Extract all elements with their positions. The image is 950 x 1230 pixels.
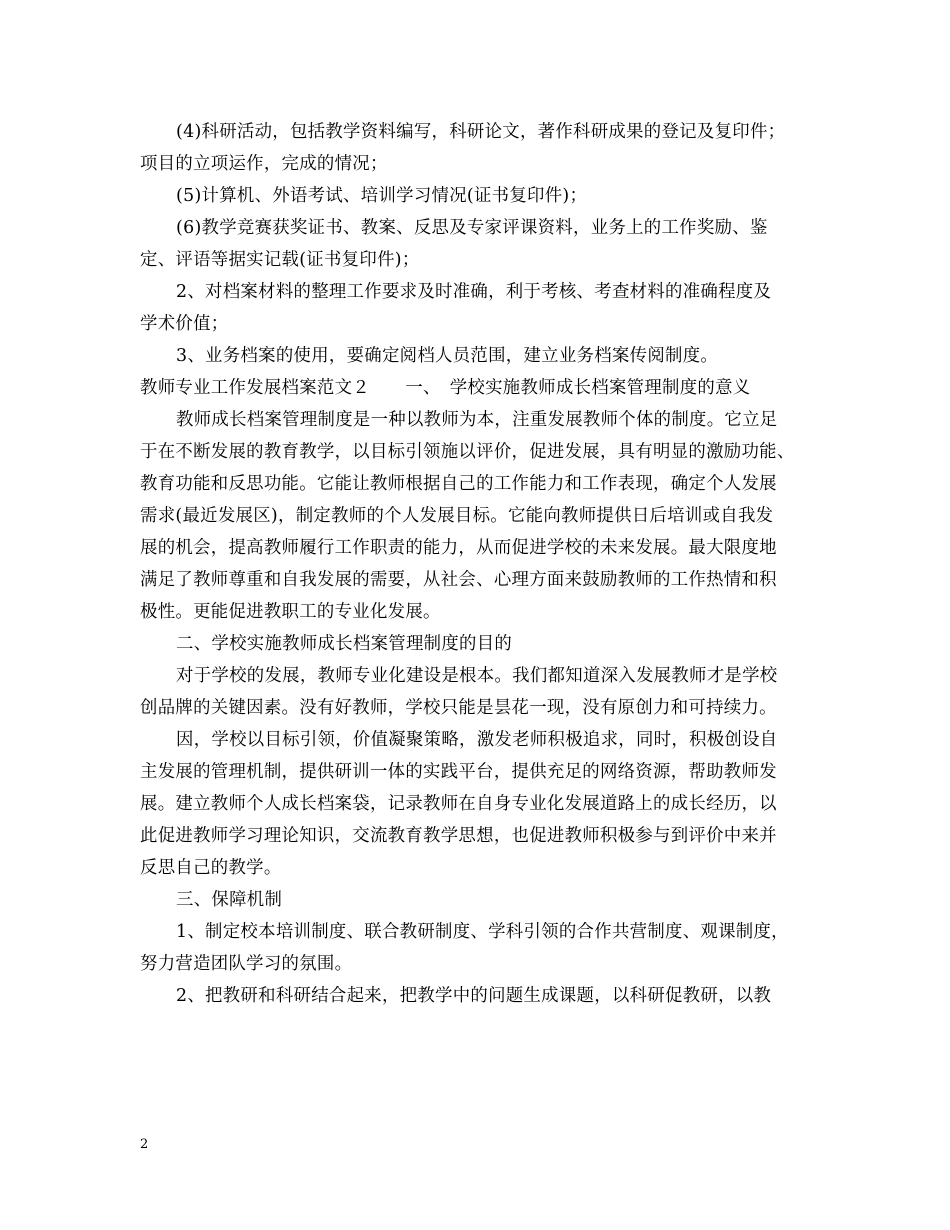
text-line: 主发展的管理机制，提供研训一体的实践平台，提供充足的网络资源，帮助教师发 xyxy=(140,762,777,782)
text-line: 因，学校以目标引领，价值凝聚策略，激发老师积极追求，同时，积极创设自 xyxy=(176,730,778,750)
text-line: (5)计算机、外语考试、培训学习情况(证书复印件)； xyxy=(176,186,588,206)
text-line: 定、评语等据实记载(证书复印件)； xyxy=(140,250,420,270)
text-line: 2、把教研和科研结合起来，把教学中的问题生成课题，以科研促教研，以教 xyxy=(176,986,772,1006)
text-line: 三、保障机制 xyxy=(176,890,283,910)
text-line: 展的机会，提高教师履行工作职责的能力，从而促进学校的未来发展。最大限度地 xyxy=(140,538,777,558)
text-line: 对于学校的发展，教师专业化建设是根本。我们都知道深入发展教师才是学校 xyxy=(176,666,778,686)
text-line: (6)教学竞赛获奖证书、教案、反思及专家评课资料，业务上的工作奖励、鉴 xyxy=(176,218,768,238)
text-line: 学术价值； xyxy=(140,314,229,334)
text-line: 反思自己的教学。 xyxy=(140,858,282,878)
text-line: 此促进教师学习理论知识，交流教育教学思想，也促进教师积极参与到评价中来并 xyxy=(140,826,777,846)
text-line: 满足了教师尊重和自我发展的需要，从社会、心理方面来鼓励教师的工作热情和积 xyxy=(140,570,777,590)
text-line: 努力营造团队学习的氛围。 xyxy=(140,954,353,974)
text-line: 极性。更能促进教职工的专业化发展。 xyxy=(140,602,441,622)
text-line: 于在不断发展的教育教学，以目标引领施以评价，促进发展，具有明显的激励功能、 xyxy=(140,442,795,462)
text-line: 项目的立项运作，完成的情况； xyxy=(140,154,388,174)
text-line: 需求(最近发展区)，制定教师的个人发展目标。它能向教师提供日后培训或自我发 xyxy=(140,506,774,526)
text-line: 创品牌的关键因素。没有好教师，学校只能是昙花一现，没有原创力和可持续力。 xyxy=(140,698,777,718)
page-number: 2 xyxy=(140,1137,149,1152)
text-line: (4)科研活动，包括教学资料编写，科研论文，著作科研成果的登记及复印件； xyxy=(176,122,786,142)
text-line: 教师专业工作发展档案范文２ 一、 学校实施教师成长档案管理制度的意义 xyxy=(140,378,751,398)
text-line: 2、对档案材料的整理工作要求及时准确，利于考核、考查材料的准确程度及 xyxy=(176,282,772,302)
text-line: 教师成长档案管理制度是一种以教师为本，注重发展教师个体的制度。它立足 xyxy=(176,410,778,430)
body-text xyxy=(140,116,830,1012)
text-line: 教育功能和反思功能。它能让教师根据自己的工作能力和工作表现，确定个人发展 xyxy=(140,474,777,494)
text-line: 1、制定校本培训制度、联合教研制度、学科引领的合作共营制度、观课制度， xyxy=(176,922,789,942)
text-line: 展。建立教师个人成长档案袋，记录教师在自身专业化发展道路上的成长经历，以 xyxy=(140,794,777,814)
text-line: 二、学校实施教师成长档案管理制度的目的 xyxy=(176,634,513,654)
text-line: 3、业务档案的使用，要确定阅档人员范围，建立业务档案传阅制度。 xyxy=(176,346,719,366)
